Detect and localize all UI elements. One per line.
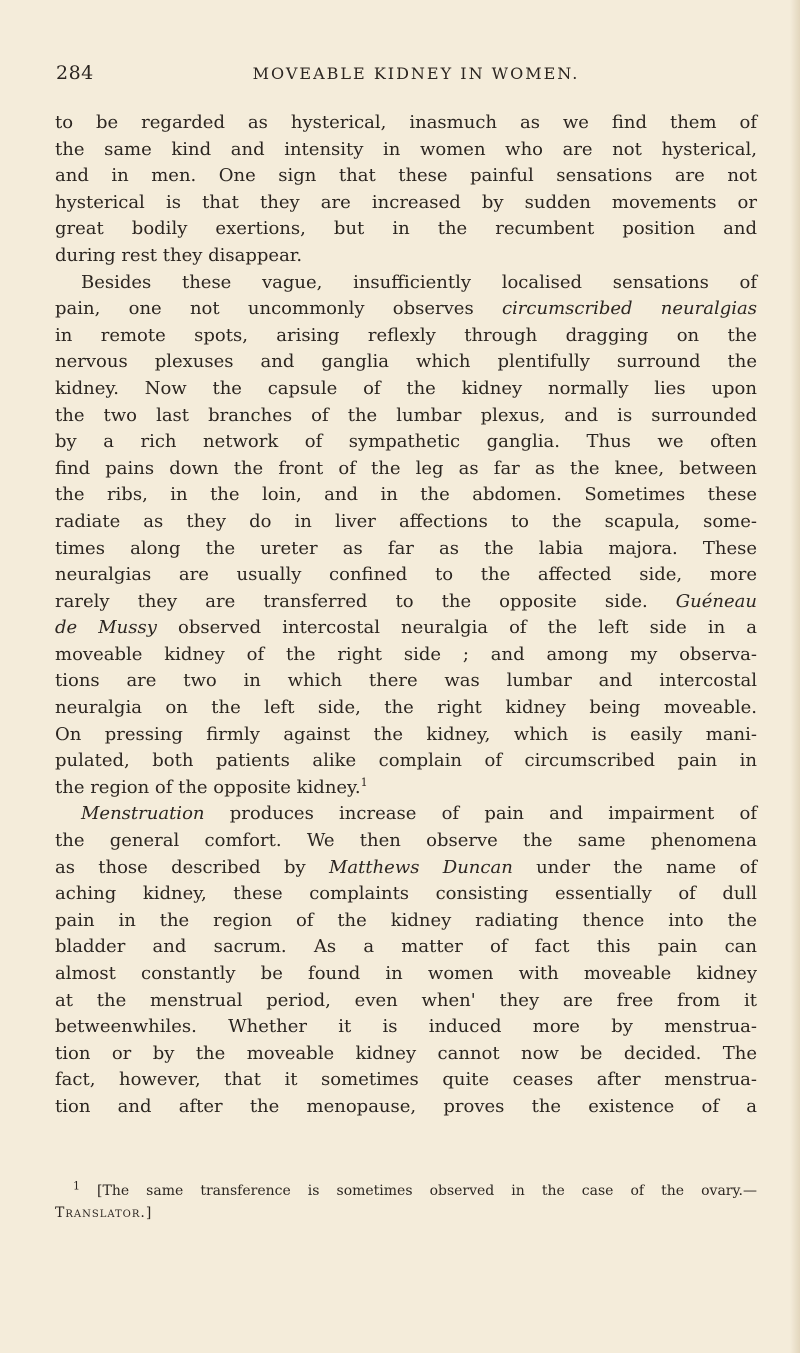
- footnote-line: [55, 1202, 757, 1224]
- text-line: and in men. One sign that these painful sensations are not: [55, 165, 757, 187]
- text-line: hysterical is that they are increased by sudden movements or: [55, 191, 757, 213]
- text-line: times along the ureter as far as the labia majora. These: [55, 537, 757, 559]
- text-line: On pressing firmly against the kidney, which is easily mani-: [55, 723, 757, 745]
- text-line: betweenwhiles. Whether it is induced more by menstrua-: [55, 1016, 757, 1038]
- body-text: [55, 110, 757, 1121]
- emphasis-menstruation: Menstruation: [81, 803, 205, 825]
- text-line: tions are two in which there was lumbar and intercostal: [55, 670, 757, 692]
- text-line: the general comfort. We then observe the same phenomena: [55, 830, 757, 852]
- text-line: moveable kidney of the right side ; and among my observa-: [55, 643, 757, 665]
- footnote-line: $^1$ [The same transference is sometimes observed in the case of the ovary.—: [73, 1179, 757, 1199]
- text-line: find pains down the front of the leg as far as the knee, between: [55, 457, 757, 479]
- text-line: by a rich network of sympathetic ganglia. Thus we often: [55, 431, 757, 453]
- text-line: pain, one not uncommonly observes circumscribed neuralgias: [55, 298, 757, 320]
- emphasis-gueneau: Guéneau: [675, 590, 757, 612]
- text-line: at the menstrual period, even when' they are free from it: [55, 989, 757, 1011]
- text-line: tion and after the menopause, proves the existence of a: [55, 1095, 757, 1117]
- page-edge: [790, 0, 800, 1353]
- text-line: the same kind and intensity in women who are not hysterical,: [55, 138, 757, 160]
- text-line: the region of the opposite kidney.$^1$: [55, 775, 368, 798]
- footnote-reference: 1: [360, 775, 368, 789]
- text-line: rarely they are transferred to the opposite side. Guéneau: [55, 590, 757, 612]
- text-line: the ribs, in the loin, and in the abdomen. Sometimes these: [55, 484, 757, 506]
- page-number: 284: [56, 62, 94, 84]
- text-line: radiate as they do in liver affections to the scapula, some-: [55, 510, 757, 532]
- text-line: tion or by the moveable kidney cannot now be decided. The: [55, 1042, 757, 1064]
- text-line: aching kidney, these complaints consisting essentially of dull: [55, 883, 757, 905]
- footnote: [55, 1180, 757, 1224]
- footnote-marker: 1: [73, 1179, 80, 1193]
- text-line: neuralgia on the left side, the right kidney being moveable.: [55, 697, 757, 719]
- text-line: in remote spots, arising reflexly through dragging on the: [55, 324, 757, 346]
- text-line: the two last branches of the lumbar plexus, and is surrounded: [55, 404, 757, 426]
- running-title: MOVEABLE KIDNEY IN WOMEN.: [252, 64, 580, 83]
- emphasis-matthews-duncan: Matthews Duncan: [328, 856, 513, 878]
- text-line: to be regarded as hysterical, inasmuch as we find them of: [55, 112, 757, 133]
- text-line: de Mussy observed intercostal neuralgia of the left side in a: [55, 617, 757, 639]
- emphasis-circumscribed-neuralgias: circumscribed neuralgias: [501, 298, 757, 320]
- text-line: great bodily exertions, but in the recumbent position and: [55, 218, 757, 240]
- footnote-signature: Translator.]: [55, 1205, 153, 1221]
- emphasis-de-mussy: de Mussy: [55, 617, 157, 639]
- text-line: fact, however, that it sometimes quite ceases after menstrua-: [55, 1069, 757, 1091]
- text-line: bladder and sacrum. As a matter of fact this pain can: [55, 936, 757, 958]
- text-line: during rest they disappear.: [55, 244, 303, 266]
- text-line: pulated, both patients alike complain of circumscribed pain in: [55, 750, 757, 772]
- text-line: as those described by Matthews Duncan under the name of: [55, 856, 757, 878]
- text-line: pain in the region of the kidney radiating thence into the: [55, 909, 757, 931]
- text-line: nervous plexuses and ganglia which plentifully surround the: [55, 351, 757, 373]
- text-line: Menstruation produces increase of pain and impairment of: [81, 803, 757, 825]
- text-line: neuralgias are usually confined to the affected side, more: [55, 564, 757, 586]
- text-line: almost constantly be found in women with moveable kidney: [55, 963, 757, 984]
- text-line: Besides these vague, insufficiently localised sensations of: [81, 271, 757, 293]
- page-header: [56, 62, 756, 86]
- text-line: kidney. Now the capsule of the kidney normally lies upon: [55, 377, 757, 399]
